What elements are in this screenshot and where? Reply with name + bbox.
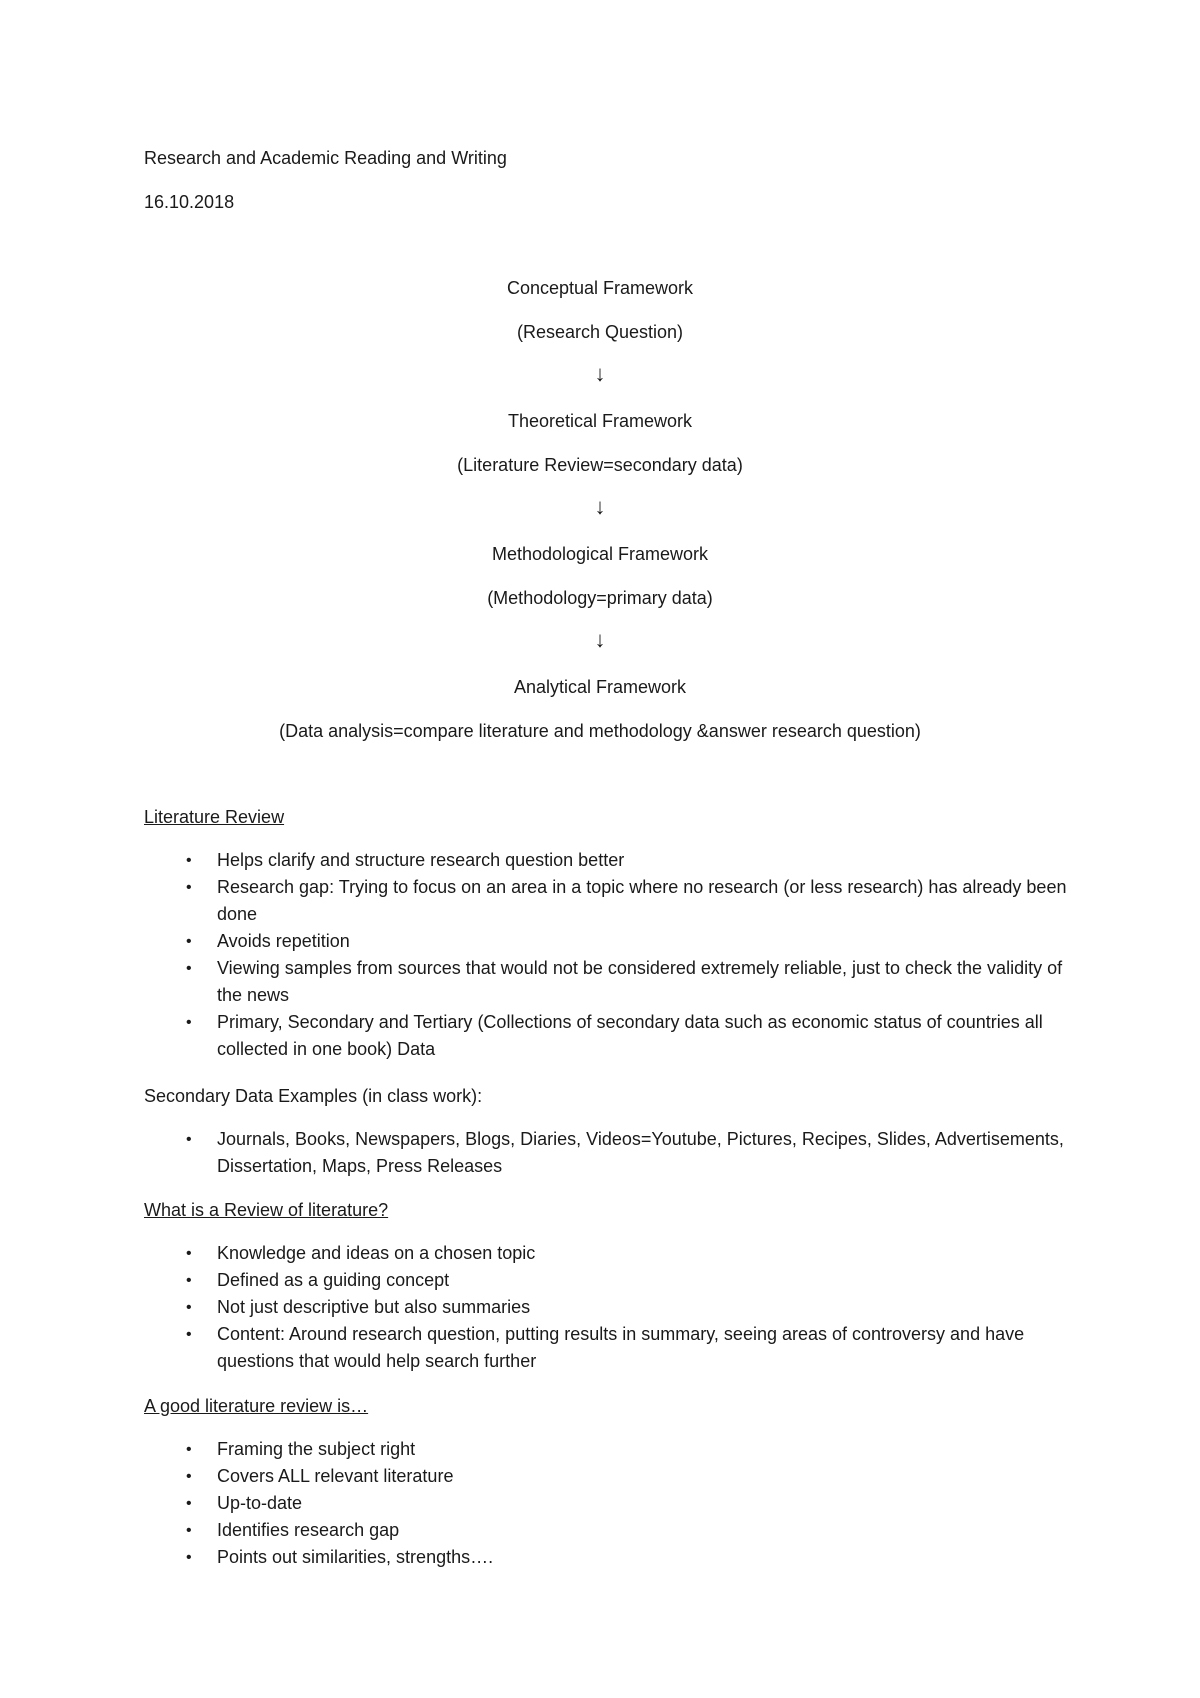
framework-step-note: (Methodology=primary data)	[487, 588, 713, 608]
list-item-text: Journals, Books, Newspapers, Blogs, Diaries, Videos=Youtube, Pictures, Recipes, Slides, Advertisements, Dissertation, Maps, Press Releases	[217, 1129, 1064, 1176]
what-is-review-list	[144, 1240, 1084, 1375]
bullet-icon: •	[186, 1495, 192, 1512]
bullet-icon: •	[186, 1468, 192, 1485]
list-item	[144, 1436, 1084, 1463]
down-arrow-icon: ↓	[594, 361, 606, 386]
down-arrow-icon: ↓	[594, 627, 606, 652]
section-heading-what-is-review: What is a Review of literature?	[144, 1200, 389, 1220]
bullet-icon: •	[186, 1299, 192, 1316]
down-arrow-icon: ↓	[594, 494, 606, 519]
list-item	[144, 847, 1084, 874]
bullet-icon: •	[186, 1245, 192, 1262]
bullet-icon: •	[186, 1014, 192, 1031]
list-item	[144, 1126, 1084, 1180]
document-date: 16.10.2018	[144, 192, 235, 212]
bullet-icon: •	[186, 1272, 192, 1289]
list-item	[144, 1544, 1084, 1571]
section-heading-secondary-examples: Secondary Data Examples (in class work):	[144, 1086, 483, 1106]
list-item	[144, 928, 1084, 955]
section-heading-literature-review: Literature Review	[144, 807, 285, 827]
list-item	[144, 1267, 1084, 1294]
list-item	[144, 1490, 1084, 1517]
list-item-text: Research gap: Trying to focus on an area in a topic where no research (or less research) has already been done	[217, 877, 1067, 924]
framework-step-note: (Literature Review=secondary data)	[457, 455, 743, 475]
secondary-examples-list	[144, 1126, 1084, 1180]
list-item	[144, 1463, 1084, 1490]
framework-step-note: (Research Question)	[516, 322, 684, 342]
list-item	[144, 874, 1084, 928]
good-review-list	[144, 1436, 1084, 1571]
list-item-text: Defined as a guiding concept	[217, 1270, 450, 1290]
list-item	[144, 1321, 1084, 1375]
bullet-icon: •	[186, 1131, 192, 1148]
list-item-text: Content: Around research question, putting results in summary, seeing areas of controversy and have questions that would help search further	[217, 1324, 1025, 1371]
list-item	[144, 1009, 1084, 1063]
list-item-text: Covers ALL relevant literature	[217, 1466, 454, 1486]
list-item	[144, 1240, 1084, 1267]
list-item-text: Viewing samples from sources that would not be considered extremely reliable, just to check the validity of the news	[217, 958, 1063, 1005]
bullet-icon: •	[186, 960, 192, 977]
list-item-text: Not just descriptive but also summaries	[217, 1297, 531, 1317]
bullet-icon: •	[186, 1522, 192, 1539]
framework-step-name: Theoretical Framework	[507, 411, 693, 431]
list-item-text: Up-to-date	[217, 1493, 303, 1513]
framework-step-name: Analytical Framework	[513, 677, 687, 697]
bullet-icon: •	[186, 1326, 192, 1343]
list-item	[144, 955, 1084, 1009]
list-item-text: Knowledge and ideas on a chosen topic	[217, 1243, 536, 1263]
literature-review-list	[144, 847, 1084, 1063]
list-item-text: Helps clarify and structure research question better	[217, 850, 625, 870]
list-item	[144, 1517, 1084, 1544]
list-item-text: Primary, Secondary and Tertiary (Collections of secondary data such as economic status of countries all collected in one book) Data	[217, 1012, 1043, 1059]
section-heading-good-review: A good literature review is…	[144, 1396, 369, 1416]
framework-step-name: Conceptual Framework	[506, 278, 694, 298]
list-item	[144, 1294, 1084, 1321]
bullet-icon: •	[186, 879, 192, 896]
framework-step-name: Methodological Framework	[491, 544, 709, 564]
bullet-icon: •	[186, 1441, 192, 1458]
list-item-text: Framing the subject right	[217, 1439, 416, 1459]
bullet-icon: •	[186, 852, 192, 869]
framework-step-note: (Data analysis=compare literature and methodology &answer research question)	[279, 721, 921, 741]
list-item-text: Identifies research gap	[217, 1520, 400, 1540]
list-item-text: Points out similarities, strengths….	[217, 1547, 494, 1567]
bullet-icon: •	[186, 1549, 192, 1566]
document-title: Research and Academic Reading and Writing	[144, 148, 507, 168]
list-item-text: Avoids repetition	[217, 931, 350, 951]
bullet-icon: •	[186, 933, 192, 950]
